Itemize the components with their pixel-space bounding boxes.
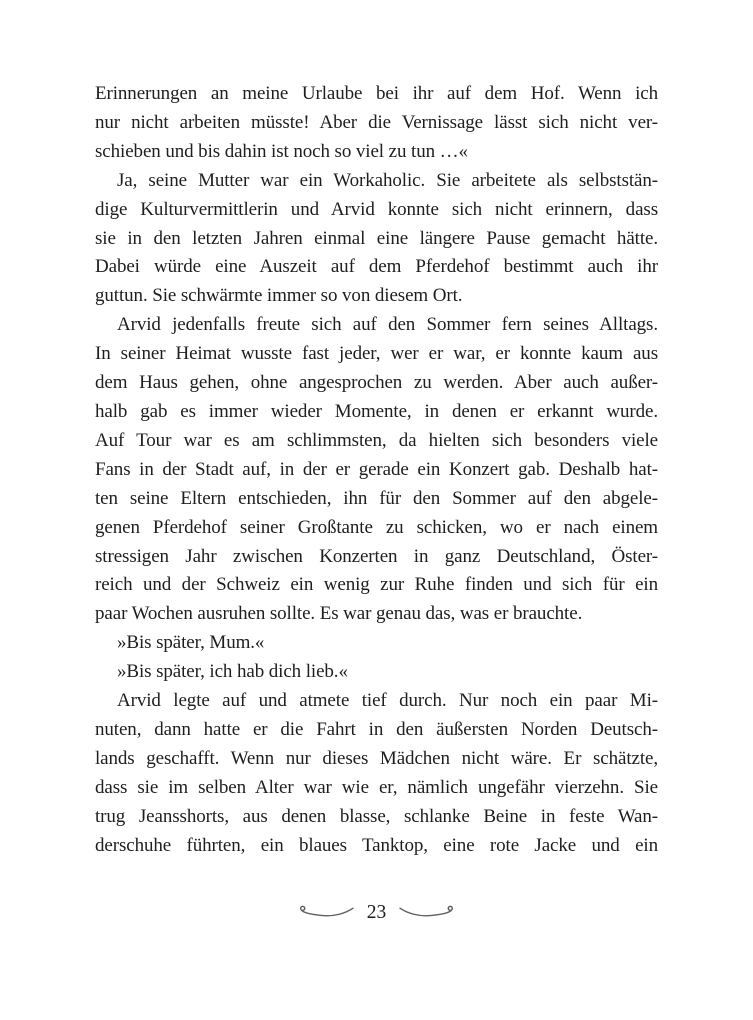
text-line: ten seine Eltern entschieden, ihn für den Sommer auf den abgele- [95, 487, 658, 509]
page-footer [0, 897, 753, 927]
text-line: lands geschafft. Wenn nur dieses Mädchen nicht wäre. Er schätzte, [95, 747, 658, 769]
text-line: reich und der Schweiz ein wenig zur Ruhe finden und sich für ein [95, 574, 658, 596]
text-line: »Bis später, ich hab dich lieb.« [117, 661, 348, 683]
text-line: guttun. Sie schwärmte immer so von diesem Ort. [95, 285, 463, 307]
text-line: Arvid jedenfalls freute sich auf den Sommer fern seines Alltags. [117, 314, 658, 336]
page-number: 23 [366, 902, 387, 924]
flourish-right-icon [399, 904, 457, 920]
text-line: Dabei würde eine Auszeit auf dem Pferdehof bestimmt auch ihr [95, 256, 658, 278]
text-line: Fans in der Stadt auf, in der er gerade ein Konzert gab. Deshalb hat- [95, 458, 658, 480]
text-line: dass sie im selben Alter war wie er, nämlich ungefähr vierzehn. Sie [95, 776, 658, 798]
text-line: dem Haus gehen, ohne angesprochen zu werden. Aber auch außer- [95, 372, 658, 394]
flourish-left-icon [296, 904, 354, 920]
text-line: Auf Tour war es am schlimmsten, da hielten sich besonders viele [95, 429, 658, 451]
text-line: schieben und bis dahin ist noch so viel zu tun …« [95, 140, 468, 162]
text-block [95, 80, 658, 860]
text-line: Erinnerungen an meine Urlaube bei ihr auf dem Hof. Wenn ich [95, 83, 658, 104]
text-line: halb gab es immer wieder Momente, in denen er erkannt wurde. [95, 400, 658, 422]
text-line: nur nicht arbeiten müsste! Aber die Vernissage lässt sich nicht ver- [95, 111, 658, 133]
text-line: Ja, seine Mutter war ein Workaholic. Sie arbeitete als selbststän- [117, 169, 658, 191]
text-line: stressigen Jahr zwischen Konzerten in ganz Deutschland, Öster- [95, 545, 658, 567]
text-line: »Bis später, Mum.« [117, 632, 265, 654]
text-line: sie in den letzten Jahren einmal eine längere Pause gemacht hätte. [95, 227, 658, 249]
text-line: Arvid legte auf und atmete tief durch. Nur noch ein paar Mi- [117, 690, 658, 712]
text-line: paar Wochen ausruhen sollte. Es war genau das, was er brauchte. [95, 603, 583, 625]
text-line: nuten, dann hatte er die Fahrt in den äußersten Norden Deutsch- [95, 718, 658, 740]
text-line: In seiner Heimat wusste fast jeder, wer er war, er konnte kaum aus [95, 343, 658, 365]
text-line: dige Kulturvermittlerin und Arvid konnte sich nicht erinnern, dass [95, 198, 658, 220]
text-line: trug Jeansshorts, aus denen blasse, schlanke Beine in feste Wan- [95, 805, 658, 827]
text-line: derschuhe führten, ein blaues Tanktop, eine rote Jacke und ein [95, 834, 658, 856]
text-line: genen Pferdehof seiner Großtante zu schicken, wo er nach einem [95, 516, 658, 538]
